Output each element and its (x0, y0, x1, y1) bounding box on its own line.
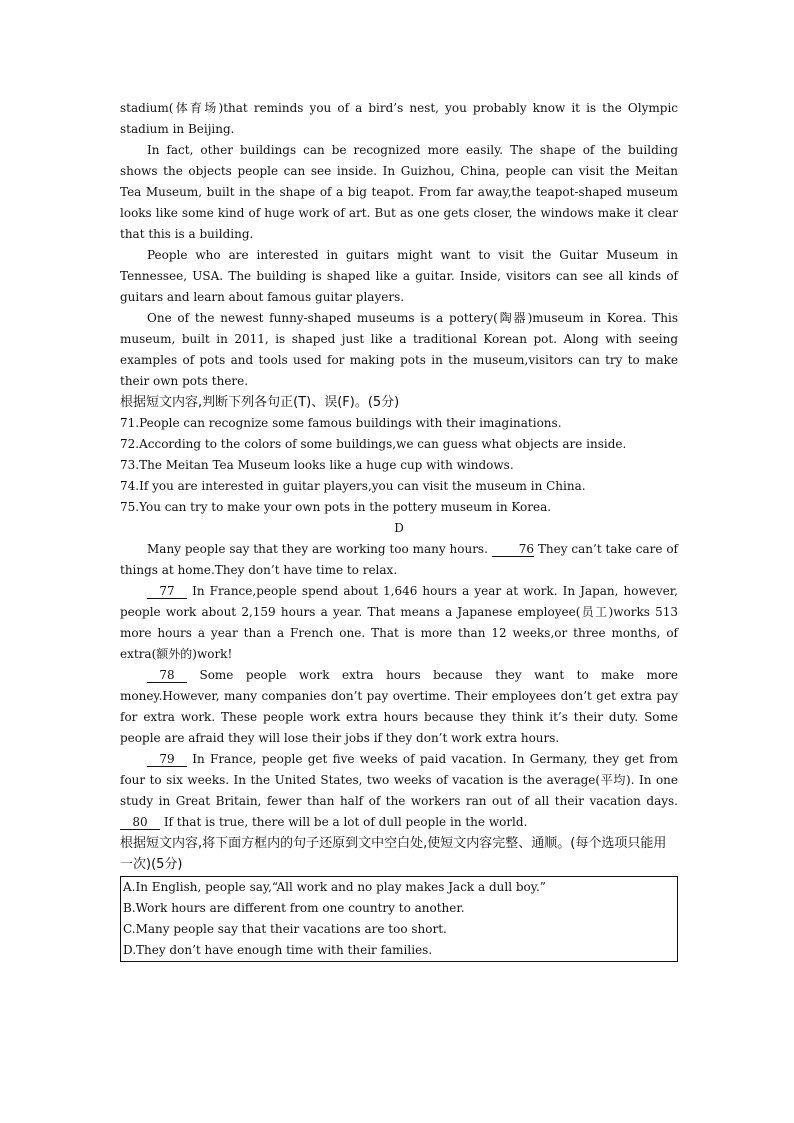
document-page (120, 98, 678, 962)
blank-77: 77 (147, 584, 187, 599)
paragraph-text: They can’t take care of things at home.They don’t have time to relax. (120, 542, 678, 577)
option-d: D.They don’t have enough time with their families. (123, 943, 433, 957)
question-71: 71.People can recognize some famous buildings with their imaginations. (120, 416, 562, 430)
passage-c-paragraph-1: In fact, other buildings can be recognized more easily. The shape of the building shows the objects people can see inside. In Guizhou, China, people can visit the Meitan Tea Museum, built in the shape of a big teapot. From far away,the teapot-shaped museum looks like some kind of huge work of art. But as one gets closer, the windows make it clear that this is a building. (120, 143, 678, 241)
passage-d-paragraph-2 (120, 581, 678, 665)
paragraph-text: In France,people spend about 1,646 hours a year at work. In Japan, however, people work about 2,159 hours a year. That means a Japanese employee(员工)works 513 more hours a year than a French one. That is more than 12 weeks,or three months, of extra(额外的)work! (120, 584, 678, 661)
paragraph-text: Many people say that they are working too many hours. (147, 542, 492, 556)
option-b: B.Work hours are different from one country to another. (123, 901, 465, 915)
blank-79: 79 (147, 752, 187, 767)
option-c: C.Many people say that their vacations are too short. (123, 922, 447, 936)
matching-instruction: 根据短文内容,将下面方框内的句子还原到文中空白处,使短文内容完整、通顺。(每个选项只能用一次)(5分) (120, 836, 667, 872)
tf-instruction: 根据短文内容,判断下列各句正(T)、误(F)。(5分) (120, 395, 400, 410)
option-a: A.In English, people say,“All work and no play makes Jack a dull boy.” (123, 880, 546, 894)
passage-c-paragraph-2: People who are interested in guitars might want to visit the Guitar Museum in Tennessee, USA. The building is shaped like a guitar. Inside, visitors can see all kinds of guitars and learn about famous guitar players. (120, 248, 678, 304)
passage-d-paragraph-4 (120, 749, 678, 833)
question-75: 75.You can try to make your own pots in the pottery museum in Korea. (120, 500, 552, 514)
passage-d-heading: D (394, 521, 404, 535)
passage-c-paragraph-0: stadium(体育场)that reminds you of a bird’s nest, you probably know it is the Olympic stadium in Beijing. (120, 101, 678, 136)
paragraph-text: If that is true, there will be a lot of dull people in the world. (160, 815, 528, 829)
question-74: 74.If you are interested in guitar players,you can visit the museum in China. (120, 479, 586, 493)
blank-78: 78 (147, 668, 187, 683)
paragraph-text: In France, people get five weeks of paid vacation. In Germany, they get from four to six weeks. In the United States, two weeks of vacation is the average(平均). In one study in Great Britain, fewer than half of the workers ran out of all their vacation days. (120, 752, 678, 808)
passage-d-paragraph-1 (120, 539, 678, 581)
blank-76: 76 (492, 542, 534, 557)
passage-c-paragraph-3: One of the newest funny-shaped museums is a pottery(陶器)museum in Korea. This museum, built in 2011, is shaped just like a traditional Korean pot. Along with seeing examples of pots and tools used for making pots in the museum,visitors can try to make their own pots there. (120, 311, 678, 388)
blank-80: 80 (120, 815, 160, 830)
passage-d-paragraph-3 (120, 665, 678, 749)
paragraph-text: Some people work extra hours because they want to make more money.However, many companies don’t pay overtime. Their employees don’t get extra pay for extra work. These people work extra hours because they think it’s their duty. Some people are afraid they will lose their jobs if they don’t work extra hours. (120, 668, 678, 745)
question-72: 72.According to the colors of some buildings,we can guess what objects are inside. (120, 437, 627, 451)
question-73: 73.The Meitan Tea Museum looks like a huge cup with windows. (120, 458, 514, 472)
options-box (120, 876, 678, 962)
